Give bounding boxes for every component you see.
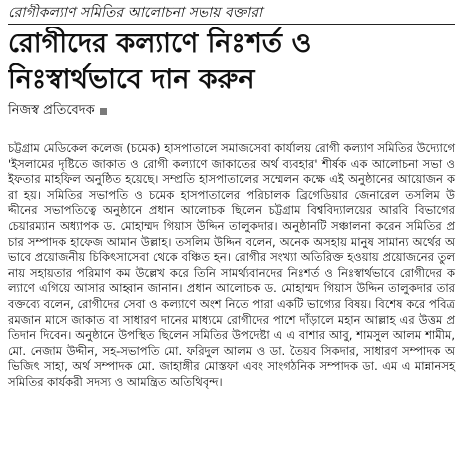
headline-line-2: নিঃস্বার্থভাবে দান করুন xyxy=(8,64,255,95)
byline-square-icon xyxy=(100,108,107,115)
headline-line-1: রোগীদের কল্যাণে নিঃশর্ত ও xyxy=(8,28,312,59)
article-paragraph: চট্টগ্রাম মেডিকেল কলেজ (চমেক) হাসপাতালে সমাজসেবা কার্যালয় রোগী কল্যাণ সমিতির উদ্যোগে 'ইসলামের দৃষ্টিতে জাকাত ও রোগী কল্যাণে জাকাতের অর্থ ব্যবহার' শীর্ষক এক আলোচনা সভা ও ইফতার মাহফিল অনুষ্ঠিত হয়েছে। সম্প্রতি হাসপাতালের সম্মেলন কক্ষে এই অনুষ্ঠানের আয়োজন করা হয়। সমিতির সভাপতি ও চমেক হাসপাতালের পরিচালক ব্রিগেডিয়ার জেনারেল তসলিম উদ্দীনের সভাপতিত্বে অনুষ্ঠানে প্রধান আলোচক ছিলেন চট্টগ্রাম বিশ্ববিদ্যালয়ের আরবি বিভাগের চেয়ারম্যান অধ্যাপক ড. মোহাম্মদ গিয়াস উদ্দিন তালুকদার। অনুষ্ঠানটি সঞ্চালনা করেন সমিতির প্রচার সম্পাদক হাফেজ আমান উল্লাহ। তসলিম উদ্দিন বলেন, অনেক অসহায় মানুষ সামান্য অর্থের অভাবে প্রয়োজনীয় চিকিৎসাসেবা থেকে বঞ্চিত হন। রোগীর সংখ্যা অতিরিক্ত হওয়ায় প্রয়োজনের তুলনায় সহায়তার পরিমাণ কম উল্লেখ করে তিনি সামর্থ্যবানদের নিঃশর্ত ও নিঃস্বার্থভাবে রোগীদের কল্যাণে এগিয়ে আসার আহ্বান জানান। প্রধান আলোচক ড. মোহাম্মদ গিয়াস উদ্দিন তালুকদার তার বক্তব্যে বলেন, রোগীদের সেবা ও কল্যাণে অংশ নিতে পারা একটি ভাগ্যের বিষয়। বিশেষ করে পবিত্র রমজান মাসে জাকাত বা সাধারণ দানের মাধ্যমে রোগীদের পাশে দাঁড়ালে মহান আল্লাহ এর উত্তম প্রতিদান দিবেন। অনুষ্ঠানে উপস্থিত ছিলেন সমিতির উপদেষ্টা এ এ বাশার আবু, শামসুল আলম শামীম, মো. নেজাম উদ্দীন, সহ-সভাপতি মো. ফরিদুল আলম ও ডা. তৈয়ব সিকদার, সাধারণ সম্পাদক অভিজিৎ সাহা, অর্থ সম্পাদক মো. জাহাঙ্গীর মোস্তফা এবং সাংগঠনিক সম্পাদক ডা. এম এ মান্নানসহ সমিতির কার্যকরী সদস্য ও আমন্ত্রিত অতিথিবৃন্দ। xyxy=(8,141,456,389)
newspaper-clipping xyxy=(0,4,463,462)
article-body xyxy=(8,141,455,391)
byline-row xyxy=(8,103,455,119)
byline: নিজস্ব প্রতিবেদক xyxy=(8,103,95,118)
article-kicker: রোগীকল্যাণ সমিতির আলোচনা সভায় বক্তারা xyxy=(8,5,263,21)
kicker-divider xyxy=(8,24,455,25)
